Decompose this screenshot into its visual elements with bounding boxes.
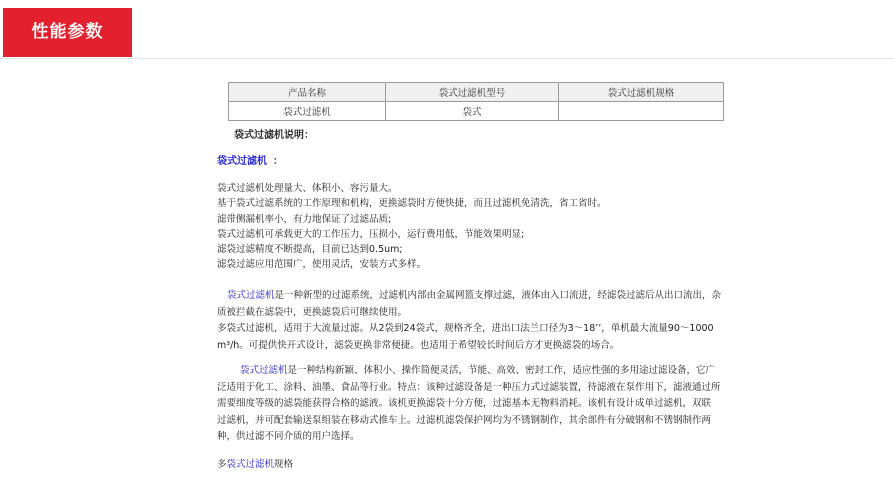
paragraph-line	[217, 288, 727, 305]
paragraph-line: 泛适用于化工、涂料、油墨、食品等行业。特点：该种过滤设备是一种压力式过滤装置，待滤液在泵作用下，滤液通过所	[217, 381, 721, 393]
table-row	[229, 102, 724, 121]
product-link[interactable]: 袋式过滤机	[240, 365, 288, 376]
tab-performance-params[interactable]: 性能参数	[3, 8, 132, 57]
product-link[interactable]: 袋式过滤机	[227, 290, 275, 301]
feature-line: 滤袋过滤应用范围广，使用灵活，安装方式多样。	[217, 259, 427, 271]
spec-table	[228, 82, 724, 121]
product-link[interactable]: 袋式过滤机	[217, 156, 267, 167]
paragraph-text: 是一种结构新颖、体积小、操作简便灵活，节能、高效、密封工作，适应性强的多用途过滤设备，它广	[287, 365, 716, 376]
paragraph-text: 是一种新型的过滤系统，过滤机内部由金属网篮支撑过滤，液体由入口流进，经滤袋过滤后从出口流出，杂	[274, 290, 722, 301]
spec-footer	[217, 456, 293, 470]
feature-line: 基于袋式过滤系统的工作原理和机构，更换滤袋时方便快捷，而且过滤机免清洗，省工省时。	[217, 198, 607, 210]
paragraph-line: 过滤机，并可配套输送泵组装在移动式推车上。过滤机滤袋保护网均为不锈钢制作，其余部件有分破钢和不锈钢制作两	[217, 414, 712, 426]
paragraph-line: 种，供过滤不同介质的用户选择。	[217, 431, 360, 442]
table-header-row	[229, 83, 724, 102]
table-cell: 袋式过滤机	[229, 102, 386, 121]
heading-colon: ：	[273, 156, 283, 167]
paragraph-intro	[217, 288, 727, 354]
paragraph-line: 需要细度等级的滤袋能获得合格的滤液。该机更换滤袋十分方便，过滤基本无物料消耗。该机有设计成单过滤机，双联	[217, 398, 712, 409]
section-heading	[217, 152, 283, 167]
feature-line: 滤袋过滤精度不断提高，目前已达到0.5um;	[217, 244, 403, 256]
feature-list	[217, 181, 737, 273]
table-cell: 袋式	[386, 102, 559, 121]
table-header-cell: 袋式过滤机型号	[386, 83, 559, 102]
note-title: 袋式过滤机说明：	[234, 130, 314, 141]
paragraph-line: 多袋式过滤机，适用于大流量过滤。从2袋到24袋式，规格齐全，进出口法兰口径为3～18’’，单机最大流量90～1000	[217, 323, 714, 334]
tab-bar	[0, 0, 894, 59]
feature-line: 滤带侧漏机率小，有力地保证了过滤品质;	[217, 213, 392, 225]
table-header-cell: 袋式过滤机规格	[559, 83, 724, 102]
feature-line: 袋式过滤机处理量大、体积小、容污量大。	[217, 183, 398, 194]
table-cell	[559, 102, 724, 121]
paragraph-line: m³/h。可提供快开式设计，滤袋更换非常便捷。也适用于希望较长时间后方才更换滤袋的场合。	[217, 339, 620, 351]
paragraph-line	[217, 363, 727, 380]
table-header-cell: 产品名称	[229, 83, 386, 102]
paragraph-line: 质被拦截在滤袋中，更换滤袋后可继续使用。	[217, 306, 408, 318]
footer-suffix: 规格	[274, 459, 294, 470]
product-link[interactable]: 袋式过滤机	[226, 459, 275, 470]
paragraph-features	[217, 363, 727, 446]
footer-prefix: 多	[217, 459, 227, 470]
feature-line: 袋式过滤机可承载更大的工作压力，压损小，运行费用低，节能效果明显;	[217, 228, 525, 240]
